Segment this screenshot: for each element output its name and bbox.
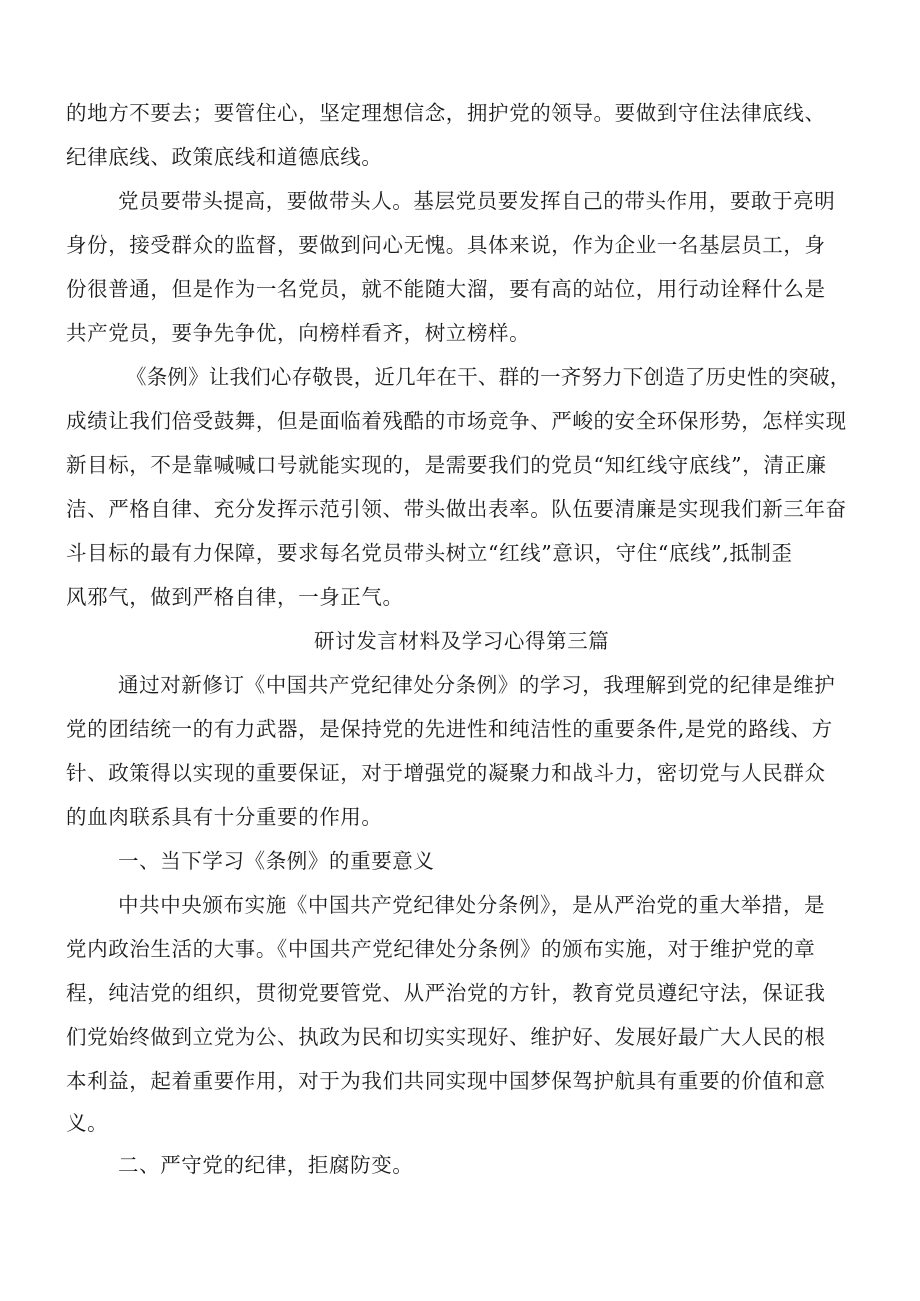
- paragraph-2-line-4: 共产党员，要争先争优，向榜样看齐，树立榜样。: [66, 321, 531, 345]
- paragraph-5-line-3: 程，纯洁党的组织，贯彻党要管党、从严治党的方针，教育党员遵纪守法，保证我: [66, 981, 826, 1005]
- paragraph-3-line-5: 斗目标的最有力保障，要求每名党员带头树立“红线”意识，守住“底线”,抵制歪: [66, 541, 793, 565]
- paragraph-2-line-2: 身份，接受群众的监督，要做到问心无愧。具体来说，作为企业一名基层员工，身: [66, 233, 826, 257]
- heading-2: 二、严守党的纪律，拒腐防变。: [118, 1153, 414, 1177]
- paragraph-2-line-3: 份很普通，但是作为一名党员，就不能随大溜，要有高的站位，用行动诠释什么是: [66, 277, 826, 301]
- paragraph-1-line-1: 的地方不要去；要管住心，坚定理想信念，拥护党的领导。要做到守住法律底线、: [66, 101, 826, 125]
- paragraph-1-line-2: 纪律底线、政策底线和道德底线。: [66, 145, 383, 169]
- paragraph-3-line-3: 新目标，不是靠喊喊口号就能实现的，是需要我们的党员“知红线守底线”，清正廉: [66, 453, 827, 477]
- paragraph-4-line-2: 党的团结统一的有力武器，是保持党的先进性和纯洁性的重要条件,是党的路线、方: [66, 717, 833, 741]
- paragraph-3-line-6: 风邪气，做到严格自律，一身正气。: [66, 585, 404, 609]
- paragraph-2-line-1: 党员要带头提高，要做带头人。基层党员要发挥自己的带头作用，要敢于亮明: [118, 189, 836, 213]
- paragraph-5-line-5: 本利益，起着重要作用，对于为我们共同实现中国梦保驾护航具有重要的价值和意: [66, 1069, 826, 1093]
- heading-1: 一、当下学习《条例》的重要意义: [118, 849, 435, 873]
- paragraph-4-line-4: 的血肉联系具有十分重要的作用。: [66, 805, 383, 829]
- paragraph-3-line-1: 《条例》让我们心存敬畏，近几年在干、群的一齐努力下创造了历史性的突破，: [126, 365, 851, 389]
- paragraph-4-line-3: 针、政策得以实现的重要保证，对于增强党的凝聚力和战斗力，密切党与人民群众: [66, 761, 826, 785]
- paragraph-5-line-6: 义。: [66, 1111, 109, 1135]
- paragraph-5-line-4: 们党始终做到立党为公、执政为民和切实实现好、维护好、发展好最广大人民的根: [66, 1025, 826, 1049]
- paragraph-5-line-2: 党内政治生活的大事。《中国共产党纪律处分条例》的颁布实施，对于维护党的章: [66, 937, 816, 961]
- paragraph-3-line-2: 成绩让我们倍受鼓舞，但是面临着残酷的市场竞争、严峻的安全环保形势，怎样实现: [66, 409, 847, 433]
- paragraph-3-line-4: 洁、严格自律、充分发挥示范引领、带头做出表率。队伍要清廉是实现我们新三年奋: [66, 497, 847, 521]
- paragraph-5-line-1: 中共中央颁布实施《中国共产党纪律处分条例》，是从严治党的重大举措，是: [118, 893, 826, 917]
- paragraph-4-line-1: 通过对新修订《中国共产党纪律处分条例》的学习，我理解到党的纪律是维护: [118, 673, 836, 697]
- section-title: 研讨发言材料及学习心得第三篇: [314, 629, 610, 653]
